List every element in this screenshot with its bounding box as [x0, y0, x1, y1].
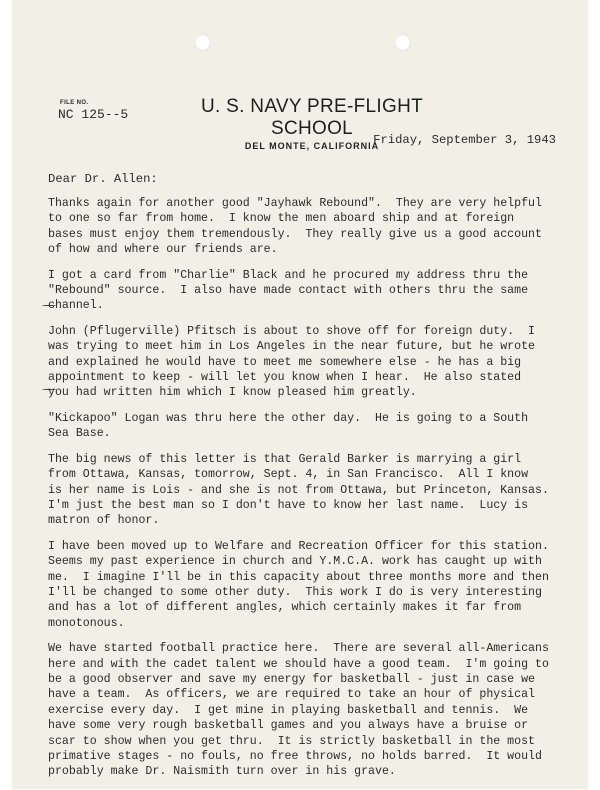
paragraph-line: and explained he would have to meet me somewhere else - he has a big	[48, 355, 522, 369]
organization-location: DEL MONTE, CALIFORNIA	[244, 141, 380, 151]
paragraph-line: "Rebound" source. I also have made contact with others thru the same	[48, 284, 529, 298]
paragraph-line: matron of honor.	[48, 514, 160, 528]
paragraph-line: you had written him which I know pleased him greatly.	[48, 386, 417, 400]
letter-paragraph	[48, 641, 578, 780]
paragraph-line: probably make Dr. Naismith turn over in his grave.	[48, 765, 396, 779]
paragraph-line: monotonous.	[48, 616, 125, 630]
binder-hole-right	[394, 34, 411, 51]
paragraph-line: We have started football practice here. There are several all-Americans	[48, 642, 549, 656]
letter-paragraph	[48, 268, 578, 314]
paragraph-line: "Kickapoo" Logan was thru here the other day. He is going to a South	[48, 411, 529, 425]
paragraph-line: from Ottawa, Kansas, tomorrow, Sept. 4, in San Francisco. All I know	[48, 468, 529, 482]
letter-paragraph	[48, 196, 578, 258]
paragraph-line: is her name is Lois - and she is not from Ottawa, but Princeton, Kansas.	[48, 483, 549, 497]
paragraph-line: appointment to keep - will let you know when I hear. He also stated	[48, 371, 522, 385]
letter-paragraph	[48, 411, 578, 442]
organization-name: U. S. NAVY PRE-FLIGHT SCHOOL	[200, 96, 424, 139]
paragraph-line: I'll be changed to some other duty. This work I do is very interesting	[48, 585, 542, 599]
paragraph-line: be a good observer and save my energy for basketball - just in case we	[48, 672, 536, 686]
paragraph-line: John (Pflugerville) Pfitsch is about to shove off for foreign duty. I	[48, 324, 536, 338]
paragraph-line: have a team. As officers, we are required to take an hour of physical	[48, 688, 536, 702]
paragraph-line: The big news of this letter is that Gerald Barker is marrying a girl	[48, 452, 522, 466]
paragraph-line: and has a lot of different angles, which certainly makes it far from	[48, 601, 522, 615]
letter-page	[12, 0, 588, 789]
letter-paragraph	[48, 324, 578, 401]
paragraph-line: Thanks again for another good "Jayhawk Rebound". They are very helpful	[48, 197, 542, 210]
paragraph-line: I got a card from "Charlie" Black and he procured my address thru the	[48, 268, 529, 282]
paragraph-line: I have been moved up to Welfare and Recreation Officer for this station.	[48, 539, 549, 553]
paragraph-line: channel.	[48, 299, 104, 313]
paragraph-line: exercise every day. I get mine in playing basketball and tennis. We	[48, 703, 529, 717]
paragraph-line: to one so far from home. I know the men aboard ship and at foreign	[48, 212, 515, 226]
paragraph-line: bases must enjoy them tremendously. They really give us a good account	[48, 227, 542, 241]
file-number: NC 125--5	[58, 107, 129, 122]
letter-paragraph	[48, 539, 578, 631]
paragraph-line: have some very rough basketball games and you always have a bruise or	[48, 719, 529, 733]
letter-greeting: Dear Dr. Allen:	[48, 172, 158, 186]
letter-paragraph	[48, 452, 578, 529]
paragraph-line: primative stages - no fouls, no free throws, no holds barred. It would	[48, 750, 542, 763]
paragraph-line: Seems my past experience in church and Y.M.C.A. work has caught up with	[48, 555, 542, 569]
paragraph-line: I'm just the best man so I don't have to know her last name. Lucy is	[48, 498, 529, 512]
paragraph-line: scar to show when you get thru. It is strictly basketball in the most	[48, 734, 536, 748]
paragraph-line: of how and where our friends are.	[48, 243, 278, 257]
letter-body	[48, 196, 578, 790]
paragraph-line: Sea Base.	[48, 427, 111, 441]
file-number-label: FILE NO.	[60, 100, 89, 106]
paragraph-line: was trying to meet him in Los Angeles in the near future, but he wrote	[48, 340, 536, 354]
paragraph-line: me. I imagine I'll be in this capacity about three months more and then	[48, 570, 549, 584]
letter-date: Friday, September 3, 1943	[373, 133, 556, 147]
paragraph-line: here and with the cadet talent we should have a good team. I'm going to	[48, 657, 549, 671]
binder-hole-left	[194, 34, 211, 51]
